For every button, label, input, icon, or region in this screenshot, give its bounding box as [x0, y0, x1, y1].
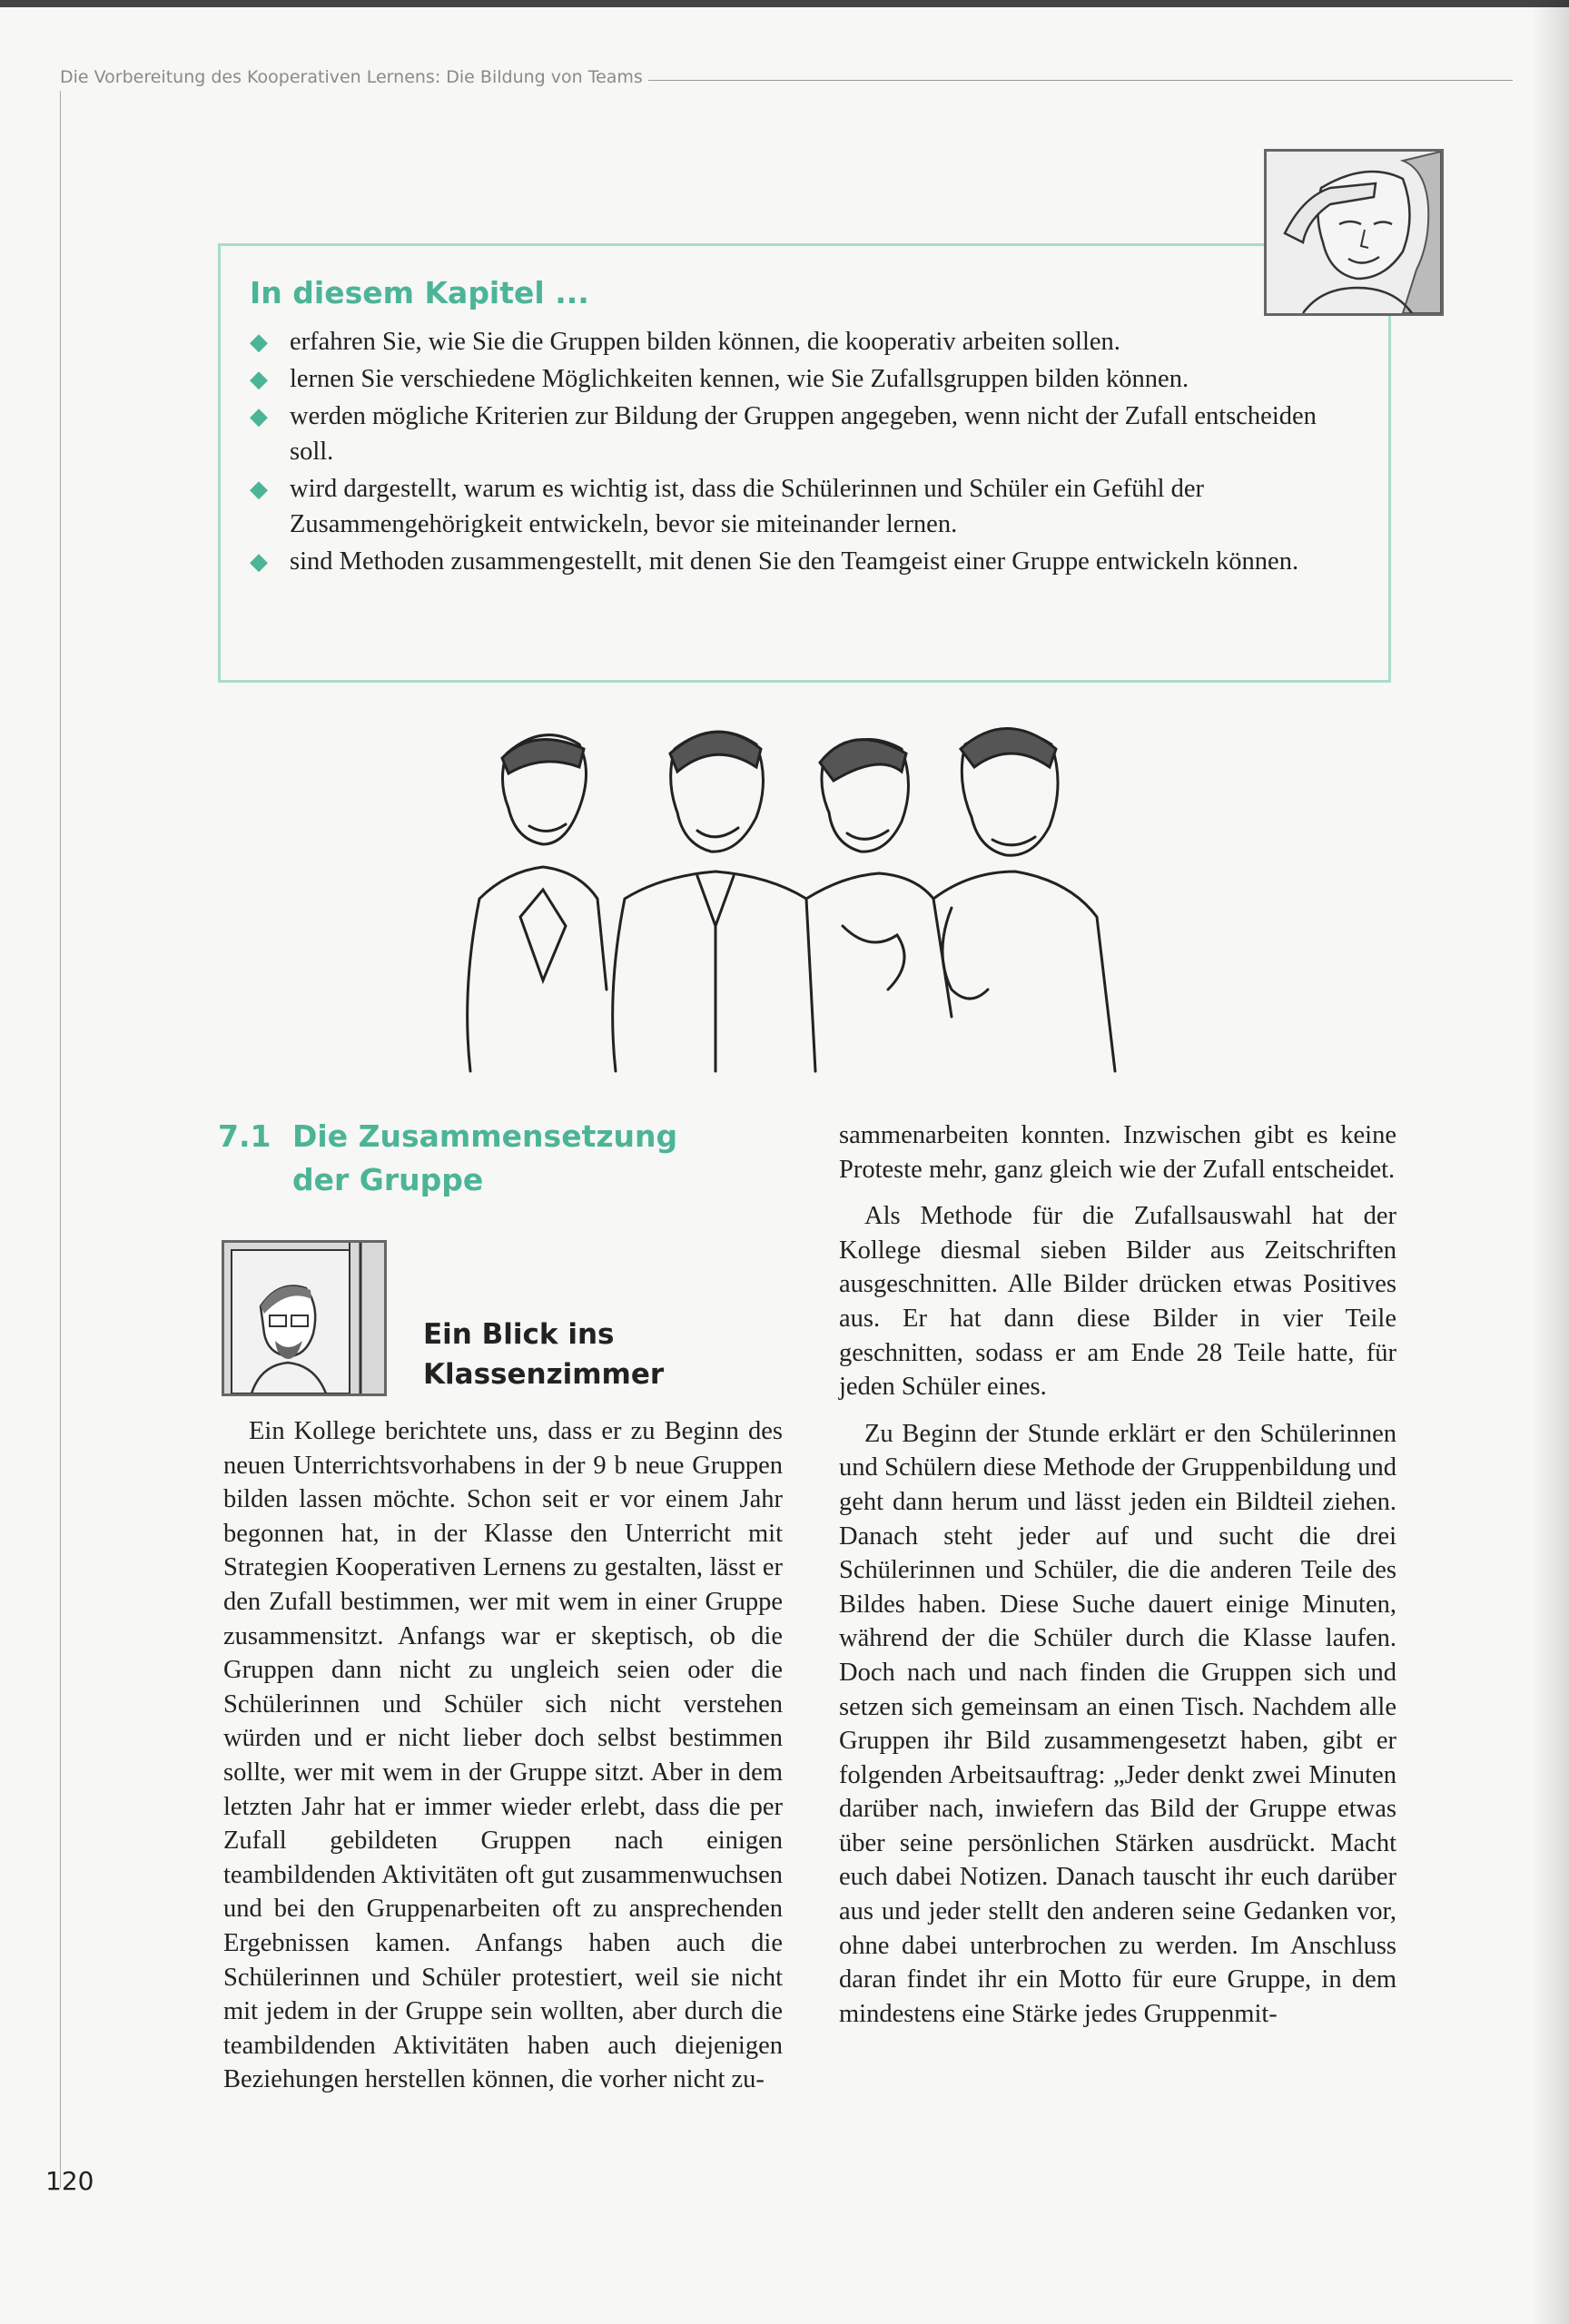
- section-title-line1: Die Zusammensetzung: [292, 1118, 678, 1154]
- diamond-bullet-icon: ◆: [250, 403, 268, 429]
- left-text-column: [223, 1414, 783, 2097]
- chapter-box-title: In diesem Kapitel ...: [250, 275, 589, 310]
- scan-top-edge: [0, 0, 1569, 7]
- teacher-in-doorway-icon: [222, 1240, 387, 1396]
- teacher-drawing: [224, 1243, 384, 1393]
- running-head-text: Die Vorbereitung des Kooperativen Lernens: Die Bildung von Teams: [60, 67, 643, 87]
- list-item: ◆ erfahren Sie, wie Sie die Gruppen bilden können, die kooperativ arbeiten sollen.: [250, 324, 1357, 359]
- section-title-line2: der Gruppe: [292, 1162, 484, 1197]
- right-text-column: [839, 1118, 1396, 2031]
- portrait-drawing: [1267, 152, 1441, 313]
- paragraph: Als Methode für die Zufallsauswahl hat der Kollege diesmal sieben Bilder aus Zeitschriften ausgeschnitten. Alle Bilder drücken etwas Positives aus. Er hat dann diese Bilder in vier Teile geschnitten, sodass er am Ende 28 Teile hatte, für jeden Schüler eines.: [839, 1202, 1396, 1402]
- group-drawing: [443, 717, 1151, 1098]
- list-item: ◆ werden mögliche Kriterien zur Bildung der Gruppen angegeben, wenn nicht der Zufall entscheiden soll.: [250, 399, 1357, 469]
- subheading-line2: Klassenzimmer: [423, 1358, 665, 1391]
- diamond-bullet-icon: ◆: [250, 329, 268, 355]
- diamond-bullet-icon: ◆: [250, 366, 268, 392]
- section-heading: [218, 1115, 677, 1202]
- students-group-illustration: [443, 717, 1151, 1098]
- looking-out-portrait-icon: [1264, 149, 1444, 316]
- chapter-overview-box: [218, 243, 1391, 683]
- section-number: 7.1: [218, 1118, 271, 1154]
- paragraph: Zu Beginn der Stunde erklärt er den Schülerinnen und Schülern diese Methode der Gruppenbildung und geht dann herum und lässt jeden ein Bildteil ziehen. Danach steht jeder auf und sucht die drei Schülerinnen und Schüler, die die anderen Teile des Bildes haben. Diese Suche dauert einige Minuten, während der die Schüler durch die Klasse laufen. Doch nach und nach finden die Gruppen sich und setzen sich gemeinsam an einen Tisch. Nachdem alle Gruppen ihr Bild zusammengesetzt haben, gibt er folgenden Arbeitsauftrag: „Jeder denkt zwei Minuten darüber nach, inwiefern das Bild der Gruppe etwas über seine persönlichen Stärken ausdrückt. Macht euch dabei Notizen. Danach tauscht ihr euch darüber aus und jeder stellt den anderen seine Gedanken vor, ohne dabei unterbrochen zu werden. Im Anschluss daran findet ihr ein Motto für eure Gruppe, in dem mindestens eine Stärke jedes Gruppenmit-: [839, 1419, 1396, 2028]
- subheading: [423, 1315, 664, 1394]
- diamond-bullet-icon: ◆: [250, 476, 268, 502]
- paragraph: Ein Kollege berichtete uns, dass er zu Beginn des neuen Unterrichtsvorhabens in der 9 b neue Gruppen bilden lassen möchte. Schon seit er vor einem Jahr begonnen hat, in der Klasse den Unterricht mit Strategien Kooperativen Lernens zu gestalten, lässt er den Zufall bestimmen, wer mit wem in einer Gruppe zusammensitzt. Anfangs war er skeptisch, ob die Gruppen dann nicht zu ungleich seien oder die Schülerinnen und Schüler sich nicht verstehen würden und er nicht lieber doch selbst bestimmen sollte, wer mit wem in der Gruppe sitzt. Aber in dem letzten Jahr hat er immer wieder erlebt, dass die per Zufall gebildeten Gruppen nach einigen teambildenden Aktivitäten oft gut zusammenwuchsen und bei den Gruppenarbeiten oft zu ansprechenden Ergebnissen kamen. Anfangs haben auch die Schülerinnen und Schüler protestiert, weil sie nicht mit jedem in der Gruppe sein wollten, aber durch die teambildenden Aktivitäten haben auch diejenigen Beziehungen herstellen können, die vorher nicht zu-: [223, 1417, 783, 2094]
- list-item: ◆ sind Methoden zusammengestellt, mit denen Sie den Teamgeist einer Gruppe entwickeln können.: [250, 544, 1357, 579]
- list-item: ◆ wird dargestellt, warum es wichtig ist, dass die Schülerinnen und Schüler ein Gefühl der Zusammengehörigkeit entwickeln, bevor sie miteinander lernen.: [250, 471, 1357, 542]
- subheading-line1: Ein Blick ins: [423, 1318, 615, 1351]
- page-number: 120: [45, 2166, 94, 2196]
- running-head: [60, 67, 1513, 87]
- running-head-rule: [648, 80, 1513, 81]
- chapter-box-list: [250, 324, 1357, 581]
- diamond-bullet-icon: ◆: [250, 548, 268, 575]
- list-item: ◆ lernen Sie verschiedene Möglichkeiten kennen, wie Sie Zufallsgruppen bilden können.: [250, 361, 1357, 397]
- scan-gutter-shadow: [1533, 0, 1569, 2324]
- paragraph: sammenarbeiten konnten. Inzwischen gibt es keine Proteste mehr, ganz gleich wie der Zufall entscheidet.: [839, 1121, 1396, 1184]
- margin-rule: [60, 91, 61, 2188]
